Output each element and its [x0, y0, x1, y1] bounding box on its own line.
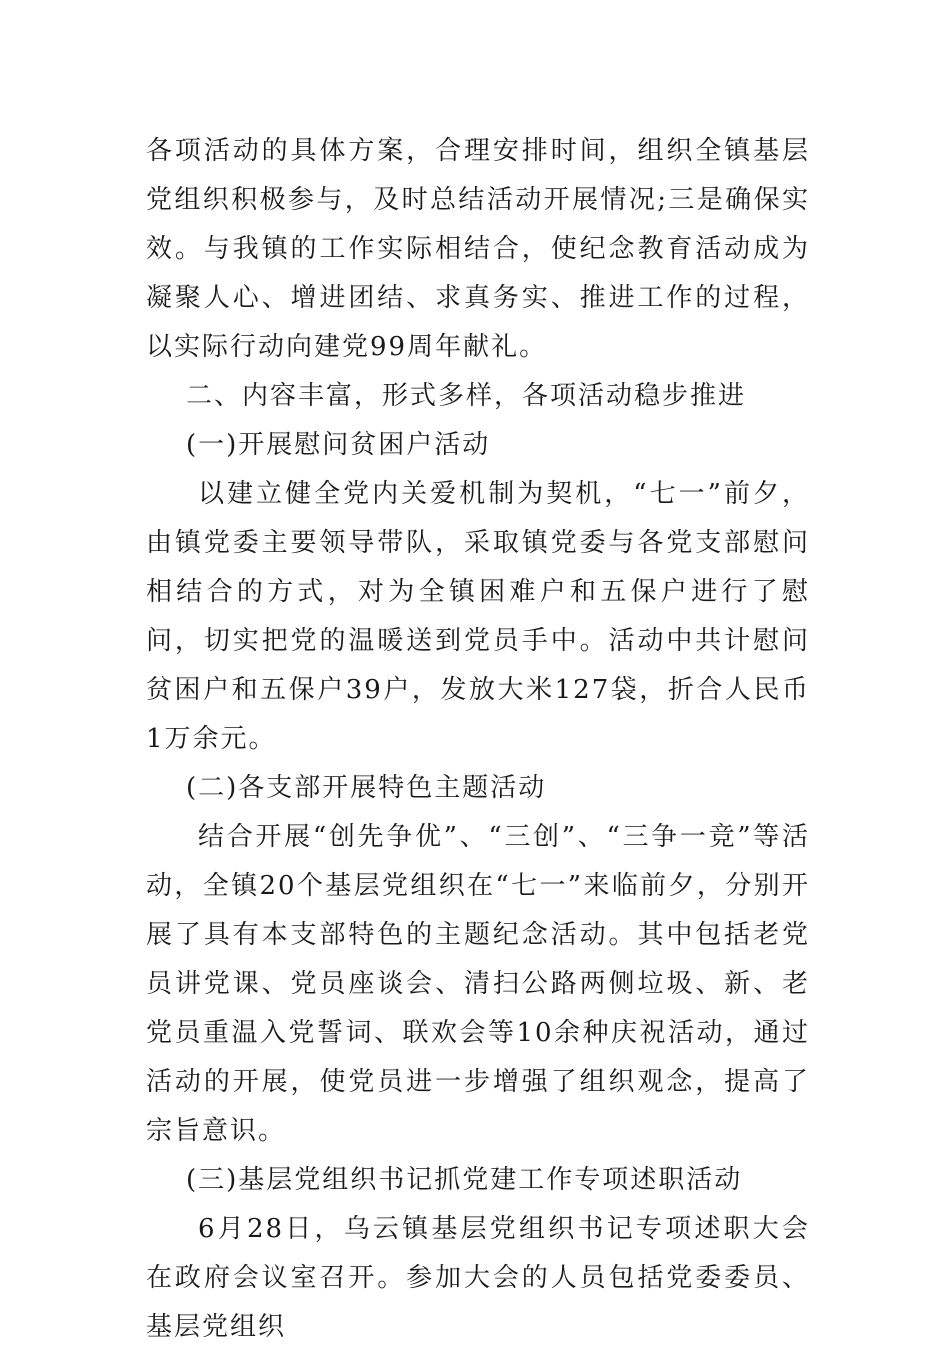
- paragraph-branch-activities: 结合开展“创先争优”、“三创”、“三争一竞”等活动，全镇20个基层党组织在“七一”来临前夕，分别开展了具有本支部特色的主题纪念活动。其中包括老党员讲党课、党员座谈会、清扫公路两侧垃圾、新、老党员重温入党誓词、联欢会等10余种庆祝活动，通过活动的开展，使党员进一步增强了组织观念，提高了宗旨意识。: [146, 822, 810, 1146]
- document-body: [146, 127, 810, 1352]
- paragraph-debriefing: 6月28日，乌云镇基层党组织书记专项述职大会在政府会议室召开。参加大会的人员包括党委委员、基层党组织: [146, 1214, 810, 1342]
- subsection-heading-2: (二)各支部开展特色主题活动: [186, 773, 547, 803]
- subsection-heading-3: (三)基层党组织书记抓党建工作专项述职活动: [186, 1165, 743, 1195]
- paragraph-visit-poor: 以建立健全党内关爱机制为契机，“七一”前夕，由镇党委主要领导带队，采取镇党委与各党支部慰问相结合的方式，对为全镇困难户和五保户进行了慰问，切实把党的温暖送到党员手中。活动中共计慰问贫困户和五保户39户，发放大米127袋，折合人民币1万余元。: [146, 479, 810, 754]
- paragraph-continued: 各项活动的具体方案，合理安排时间，组织全镇基层党组织积极参与，及时总结活动开展情况;三是确保实效。与我镇的工作实际相结合，使纪念教育活动成为凝聚人心、增进团结、求真务实、推进工作的过程，以实际行动向建党99周年献礼。: [146, 136, 810, 362]
- subsection-heading-1: (一)开展慰问贫困户活动: [186, 430, 491, 460]
- section-heading: 二、内容丰富，形式多样，各项活动稳步推进: [186, 381, 747, 411]
